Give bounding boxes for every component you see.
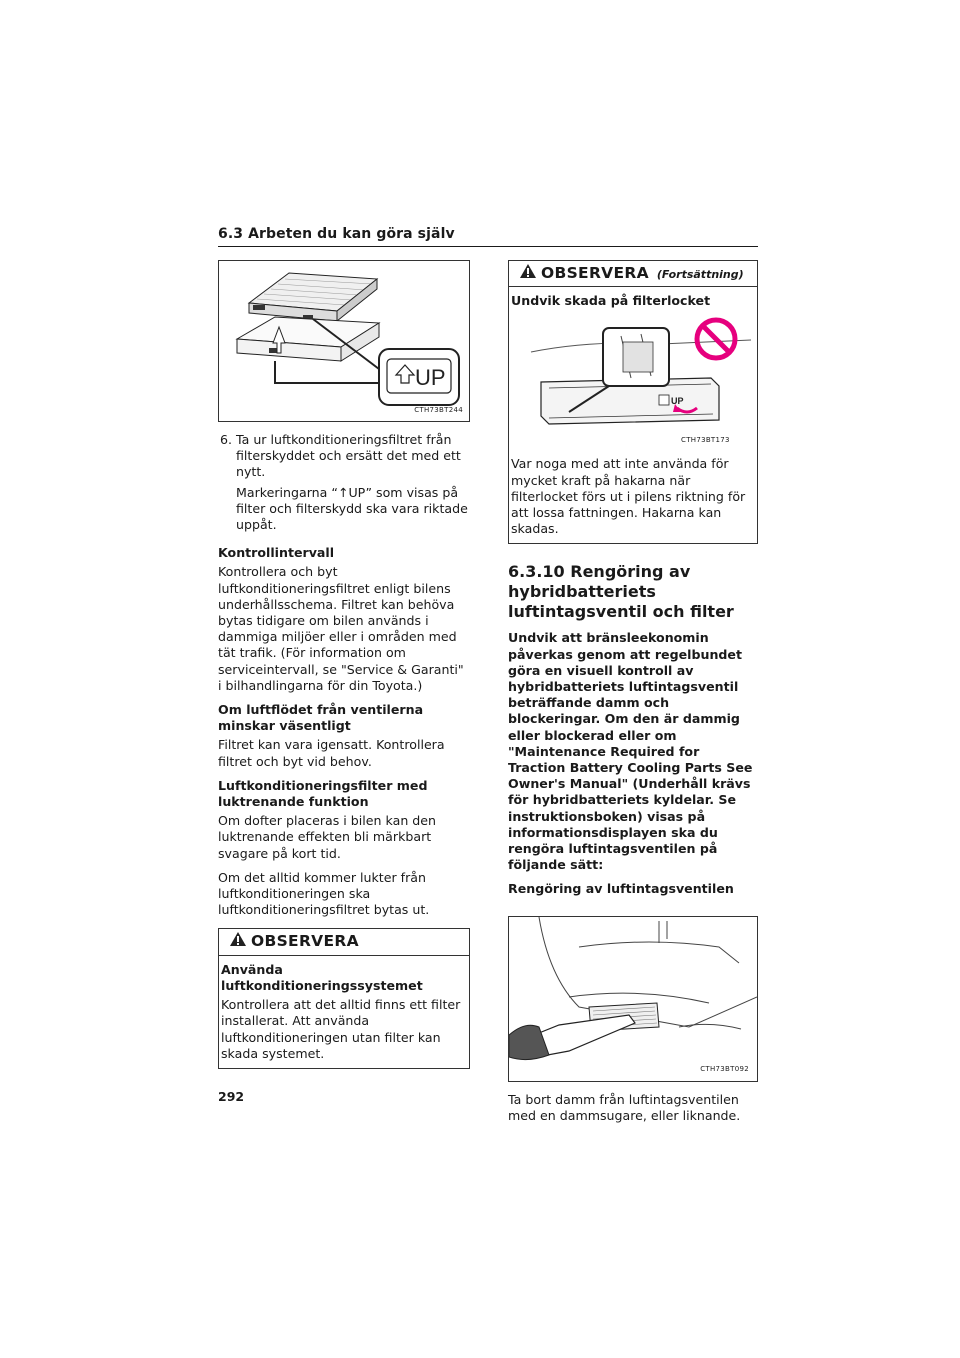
figure-code: CTH73BT173 [681,436,730,445]
step-note: Markeringarna “↑UP” som visas på filter och filterskydd ska vara riktade uppåt. [236,484,468,533]
notice-subheading: Undvik skada på filterlocket [511,293,711,309]
section-intro: Undvik att bränsleekonomin påverkas genom att regelbundet göra en visuell kontroll av hybridbatteriets luftintagsventil beträffande damm och blockeringar. Om den är dammig eller blockerad eller om "Maintenance Required for Traction Battery Cooling Parts See Owner's Manual" (Underhåll krävs för hybridbatteriets kyldelar. Se instruktionsboken) visas på informationsdisplayen ska du rengöra luftintagsventilen på följande sätt: [508,630,753,873]
text-airflow: Filtret kan vara igensatt. Kontrollera filtret och byt vid behov. [218,737,445,769]
cleaning-subheading: Rengöring av luftintagsventilen [508,881,734,897]
up-label: UP [671,396,684,407]
page-number: 292 [218,1089,245,1104]
cabin-filter-illustration [218,260,470,422]
heading-control-interval: Kontrollintervall [218,545,335,561]
left-column [218,260,470,1069]
notice-subheading: Använda luftkonditioneringssystemet [221,961,423,993]
notice-header [509,261,757,287]
heading-deodorizing-filter: Luftkonditioneringsfilter med luktrenande funktion [218,777,428,810]
filter-cover-illustration [511,312,753,450]
notice-title: OBSERVERA [251,932,359,951]
vacuum-cleaning-illustration [508,916,758,1082]
figure-code: CTH73BT092 [700,1065,749,1074]
notice-continued-label: (Fortsättning) [656,267,744,281]
filter-replacement-drawing [219,261,469,421]
text-odor-replace: Om det alltid kommer lukter från luftkonditioneringen ska luftkonditioneringsfiltret bytas ut. [218,869,430,918]
header-rule [218,246,758,247]
notice-text: Var noga med att inte använda för mycket kraft på hakarna när filterlocket förs ut i pilens riktning för att lossa fattningen. Hakarna kan skadas. [511,456,746,537]
section-title: 6.3.10 Rengöring av hybridbatteriets luftintagsventil och filter [508,562,734,622]
heading-airflow: Om luftflödet från ventilerna minskar väsentligt [218,702,424,734]
step-number: 6. [219,432,232,447]
figure-code: CTH73BT244 [414,405,463,414]
cleaning-text: Ta bort damm från luftintagsventilen med en dammsugare, eller liknande. [508,1091,741,1123]
notice-title: OBSERVERA [541,264,649,282]
step-6 [218,432,470,537]
right-column [508,260,758,1124]
warning-triangle-icon [229,931,247,951]
notice-text: Kontrollera att det alltid finns ett filter installerat. Att använda luftkonditioneringen utan filter kan skada systemet. [221,997,461,1061]
vacuum-drawing [509,917,757,1081]
text-control-interval: Kontrollera och byt luftkonditioneringsfiltret enligt bilens underhållsschema. Filtret kan behöva bytas tidigare om bilen används i dammiga miljöer eller i områden med tät trafik. (För information om serviceintervall, se "Service & Garanti" i bilhandlingarna för din Toyota.) [218,564,464,693]
up-label: UP [415,365,446,390]
text-deodorizing-filter: Om dofter placeras i bilen kan den luktrenande effekten bli märkbart svagare på kort tid. [218,813,437,861]
section-header: 6.3 Arbeten du kan göra själv [218,226,455,242]
page-header [218,226,758,242]
step-text: Ta ur luftkonditioneringsfiltret från filterskyddet och ersätt det med ett nytt. [236,432,461,480]
notice-continued-box [508,260,758,544]
prohibited-icon [693,316,739,366]
warning-triangle-icon [519,263,537,283]
notice-box [218,928,470,1068]
notice-header [219,929,469,955]
